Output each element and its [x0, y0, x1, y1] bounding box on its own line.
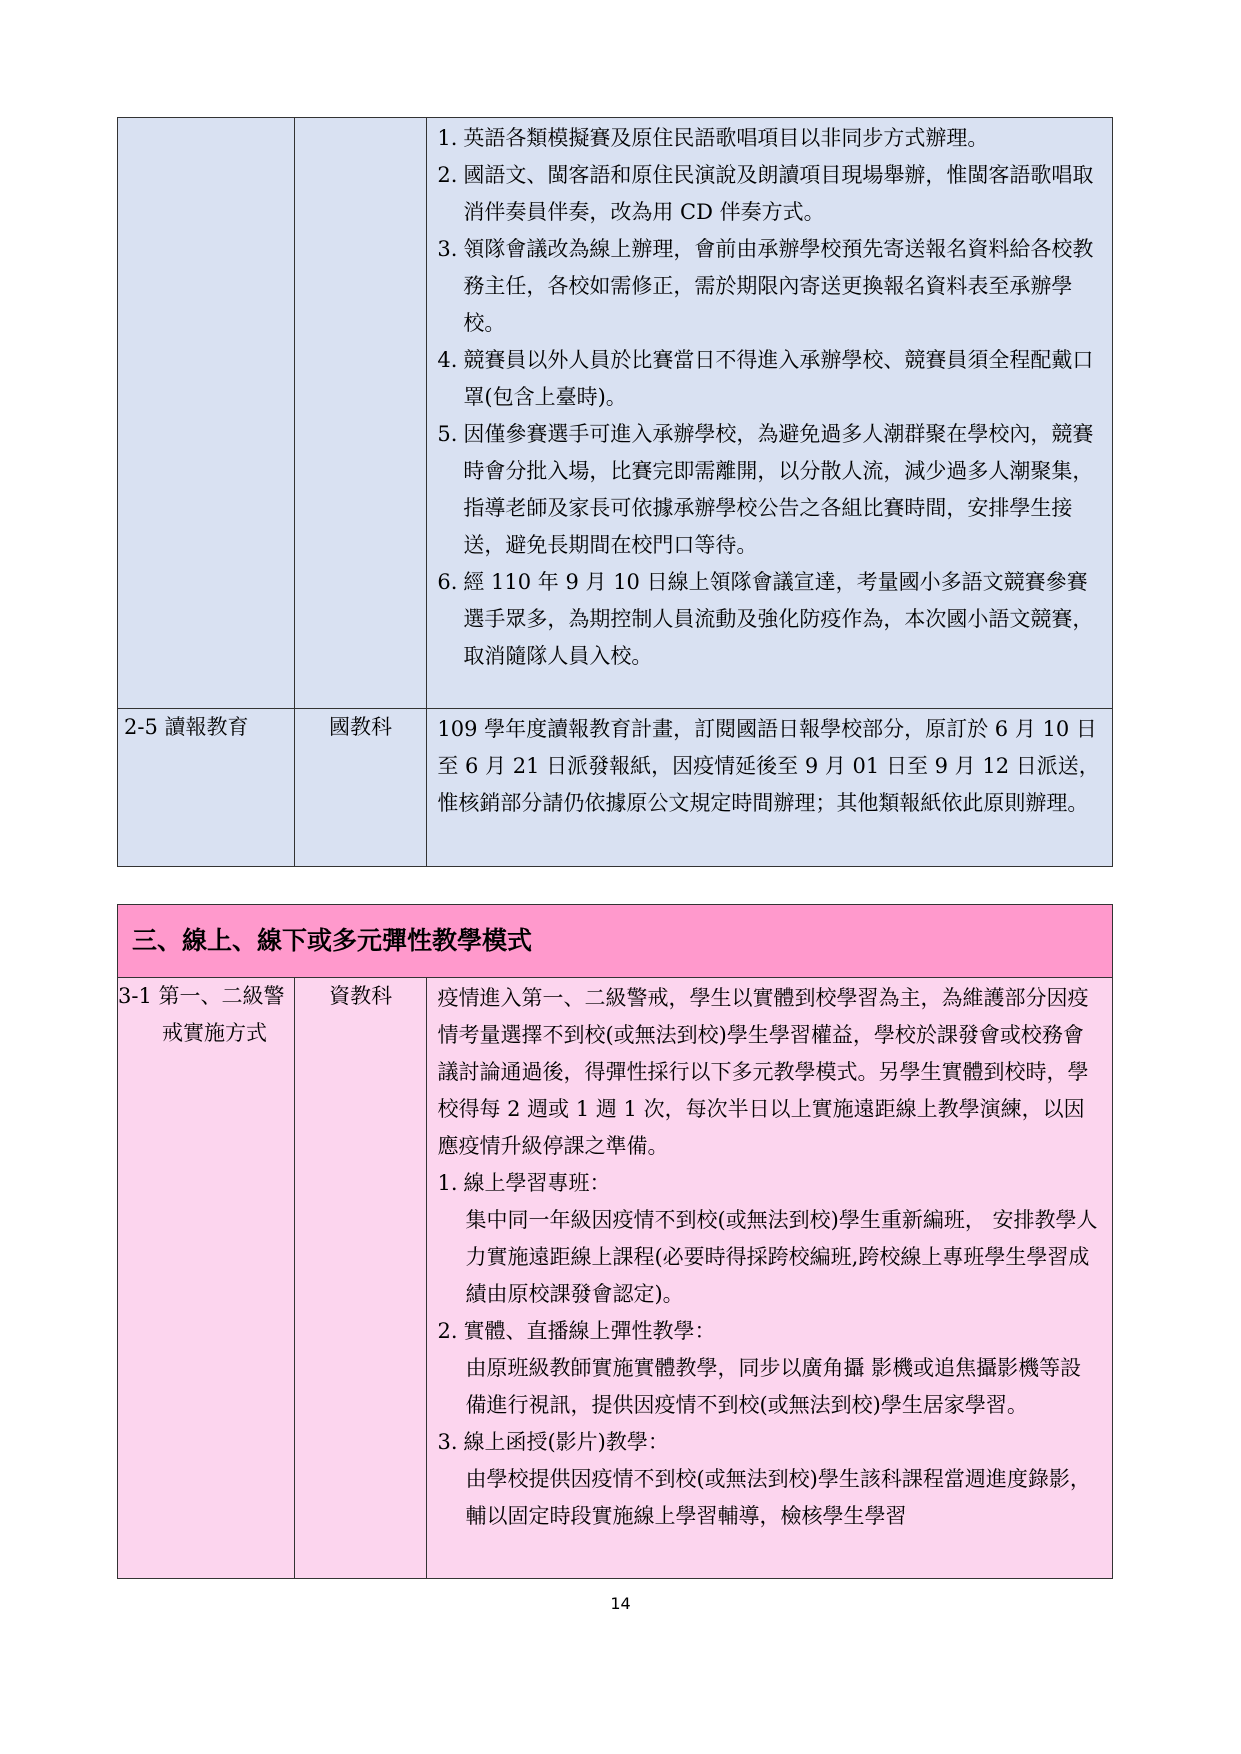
- item-number: 5.: [437, 422, 458, 446]
- list-item: [437, 342, 1102, 416]
- item-title: 線上函授(影片)教學：: [463, 1430, 669, 1454]
- table-teaching-modes: [117, 904, 1113, 1579]
- item-text: 國語文、閩客語和原住民演說及朗讀項目現場舉辦，惟閩客語歌唱取消伴奏員伴奏，改為用 CD 伴奏方式。: [463, 163, 1094, 224]
- item-number: 2.: [437, 1319, 458, 1343]
- content-cell: [426, 978, 1112, 1578]
- unit-cell: 資教科: [294, 978, 427, 1578]
- list-item: [437, 1165, 1102, 1202]
- content-cell: [426, 118, 1112, 708]
- list-item: [437, 157, 1102, 231]
- list-item: [437, 1313, 1102, 1350]
- item-number: 4.: [437, 348, 458, 372]
- content-cell: 109 學年度讀報教育計畫，訂閱國語日報學校部分，原訂於 6 月 10 日至 6 月 21 日派發報紙，因疫情延後至 9 月 01 日至 9 月 12 日派送，惟核銷部分請仍依據原公文規定時間辦理；其他類報紙依此原則辦理。: [426, 709, 1112, 866]
- item-text: 競賽員以外人員於比賽當日不得進入承辦學校、競賽員須全程配戴口罩(包含上臺時)。: [463, 348, 1094, 409]
- item-text: 領隊會議改為線上辦理，會前由承辦學校預先寄送報名資料給各校教務主任，各校如需修正，需於期限內寄送更換報名資料表至承辦學校。: [463, 237, 1094, 335]
- table-language-competition: [117, 117, 1113, 867]
- list-item: [437, 1424, 1102, 1461]
- list-item: [437, 564, 1102, 675]
- table-row: [118, 118, 1112, 708]
- unit-cell: 國教科: [294, 709, 427, 866]
- item-number: 1.: [437, 126, 458, 150]
- item-text: 由學校提供因疫情不到校(或無法到校)學生該科課程當週進度錄影，輔以固定時段實施線上學習輔導，檢核學生學習: [465, 1467, 1091, 1528]
- list-item: [437, 416, 1102, 564]
- item-title: 線上學習專班：: [463, 1171, 611, 1195]
- item-title: 實體、直播線上彈性教學：: [463, 1319, 716, 1343]
- list-item: [437, 231, 1102, 342]
- item-text: 英語各類模擬賽及原住民語歌唱項目以非同步方式辦理。: [463, 126, 989, 150]
- intro-text: 疫情進入第一、二級警戒，學生以實體到校學習為主，為維護部分因疫情考量選擇不到校(或無法到校)學生學習權益，學校於課發會或校務會議討論通過後，得彈性採行以下多元教學模式。另學生實體到校時，學校得每 2 週或 1 週 1 次，每次半日以上實施遠距線上教學演練，以因應疫情升級停課之準備。: [437, 986, 1089, 1158]
- item-number: 3.: [437, 237, 458, 261]
- item-number: 3.: [437, 1430, 458, 1454]
- unit-cell: [294, 118, 427, 708]
- item-cell: 2-5 讀報教育: [118, 709, 294, 866]
- table-row: [118, 977, 1112, 1578]
- page-number: 14: [610, 1594, 631, 1613]
- item-text: 經 110 年 9 月 10 日線上領隊會議宣達，考量國小多語文競賽參賽選手眾多，為期控制人員流動及強化防疫作為，本次國小語文競賽，取消隨隊人員入校。: [463, 570, 1094, 668]
- item-number: 6.: [437, 570, 458, 594]
- section-header: 三、線上、線下或多元彈性教學模式: [118, 905, 1112, 977]
- list-item: [437, 120, 1102, 157]
- item-text: 集中同一年級因疫情不到校(或無法到校)學生重新編班， 安排教學人力實施遠距線上課程(必要時得採跨校編班,跨校線上專班學生學習成績由原校課發會認定)。: [465, 1208, 1098, 1306]
- item-cell: [118, 118, 294, 708]
- item-text: 因僅參賽選手可進入承辦學校，為避免過多人潮群聚在學校內，競賽時會分批入場，比賽完即需離開，以分散人流，減少過多人潮聚集，指導老師及家長可依據承辦學校公告之各組比賽時間，安排學生接送，避免長期間在校門口等待。: [463, 422, 1094, 557]
- item-number: 2.: [437, 163, 458, 187]
- table-row: [118, 708, 1112, 866]
- item-cell: 3-1 第一、二級警戒實施方式: [118, 978, 294, 1578]
- item-text: 由原班級教師實施實體教學，同步以廣角攝 影機或追焦攝影機等設備進行視訊，提供因疫情不到校(或無法到校)學生居家學習。: [465, 1356, 1082, 1417]
- item-number: 1.: [437, 1171, 458, 1195]
